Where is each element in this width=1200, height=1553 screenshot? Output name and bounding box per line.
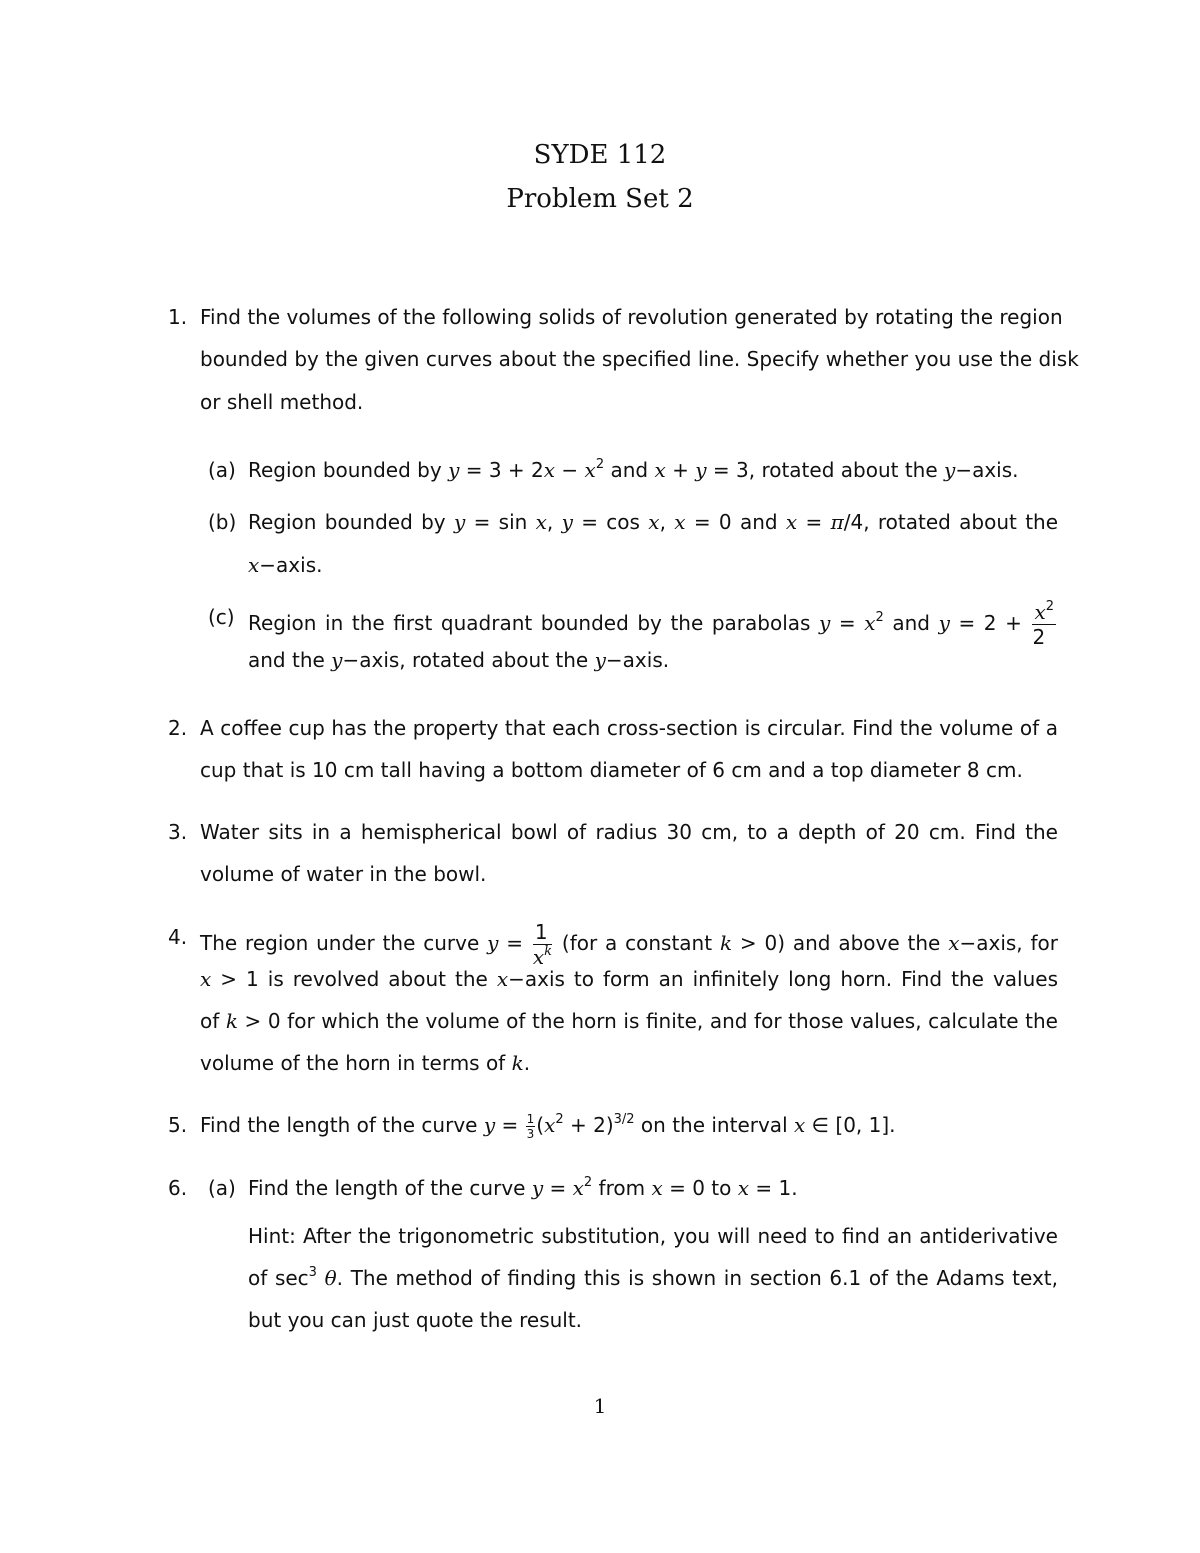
problem-1b-text-line-1: Region bounded by y = sin x, y = cos x, x = 0 and x = π/4, rotated about the (248, 510, 1059, 534)
problem-number: 1. (168, 305, 188, 329)
problem-number: 3. (168, 820, 188, 844)
problem-number: 4. (168, 925, 188, 949)
problem-6a-hint-line-1: Hint: After the trigonometric substitution, you will need to find an antiderivative (248, 1224, 1058, 1248)
problem-2-line-2: cup that is 10 cm tall having a bottom diameter of 6 cm and a top diameter 8 cm. (200, 758, 1023, 782)
problem-6a-hint-line-3: but you can just quote the result. (248, 1308, 583, 1332)
problem-1-line-3: or shell method. (200, 390, 364, 414)
problem-1c-text-line-1: Region in the first quadrant bounded by the parabolas $y = x^2$ and y = 2 + $\frac{x^2}{2}$ (248, 599, 1054, 649)
problem-1b-text-line-2: x−axis. (248, 553, 323, 577)
problem-4-line-3: of k > 0 for which the volume of the horn is finite, and for those values, calculate the (200, 1009, 1058, 1033)
problem-1a-text: Region bounded by $y = 3 + 2x - x^2$ and x + y = 3, rotated about the y−axis. (248, 457, 1019, 482)
problem-4-line-1: The region under the curve y = $\frac{1}{x^k}$ (for a constant k > 0) and above the x−axis, for (200, 920, 1058, 969)
problem-3-line-1: Water sits in a hemispherical bowl of radius 30 cm, to a depth of 20 cm. Find the (200, 820, 1058, 844)
problem-5-line-1: Find the length of the curve y = $\frac{1}{3}$ $(x^2 + 2)^{3/2}$ on the interval x ∈ [0, 1]. (200, 1112, 896, 1141)
part-label: (b) (208, 510, 237, 534)
problem-3-line-2: volume of water in the bowl. (200, 862, 487, 886)
problem-set-title: Problem Set 2 (506, 184, 694, 214)
problem-number: 6. (168, 1176, 188, 1200)
course-title: SYDE 112 (533, 140, 667, 170)
problem-2-line-1: A coffee cup has the property that each cross-section is circular. Find the volume of a (200, 716, 1058, 740)
problem-6a-hint-line-2: of $\sec^3 \theta$. The method of finding this is shown in section 6.1 of the Adams text, (248, 1265, 1058, 1290)
problem-6a-text: Find the length of the curve $y = x^2$ from x = 0 to x = 1. (248, 1175, 798, 1200)
part-label: (a) (208, 1176, 236, 1200)
part-label: (c) (208, 605, 235, 629)
problem-1-line-1: Find the volumes of the following solids of revolution generated by rotating the region (200, 305, 1063, 329)
part-label: (a) (208, 458, 236, 482)
problem-1-line-2: bounded by the given curves about the specified line. Specify whether you use the disk (200, 347, 1079, 371)
fraction: $\frac{1}{3}$ (526, 1112, 535, 1141)
problem-number: 5. (168, 1113, 188, 1137)
problem-1c-text-line-2: and the y−axis, rotated about the y−axis. (248, 648, 670, 672)
fraction: $\frac{x^2}{2}$ (1032, 599, 1054, 649)
fraction: $\frac{1}{x^k}$ (532, 920, 553, 969)
page-number: 1 (593, 1394, 607, 1418)
problem-4-line-2: x > 1 is revolved about the x−axis to form an infinitely long horn. Find the values (200, 967, 1058, 991)
problem-4-line-4: volume of the horn in terms of k. (200, 1051, 531, 1075)
problem-number: 2. (168, 716, 188, 740)
